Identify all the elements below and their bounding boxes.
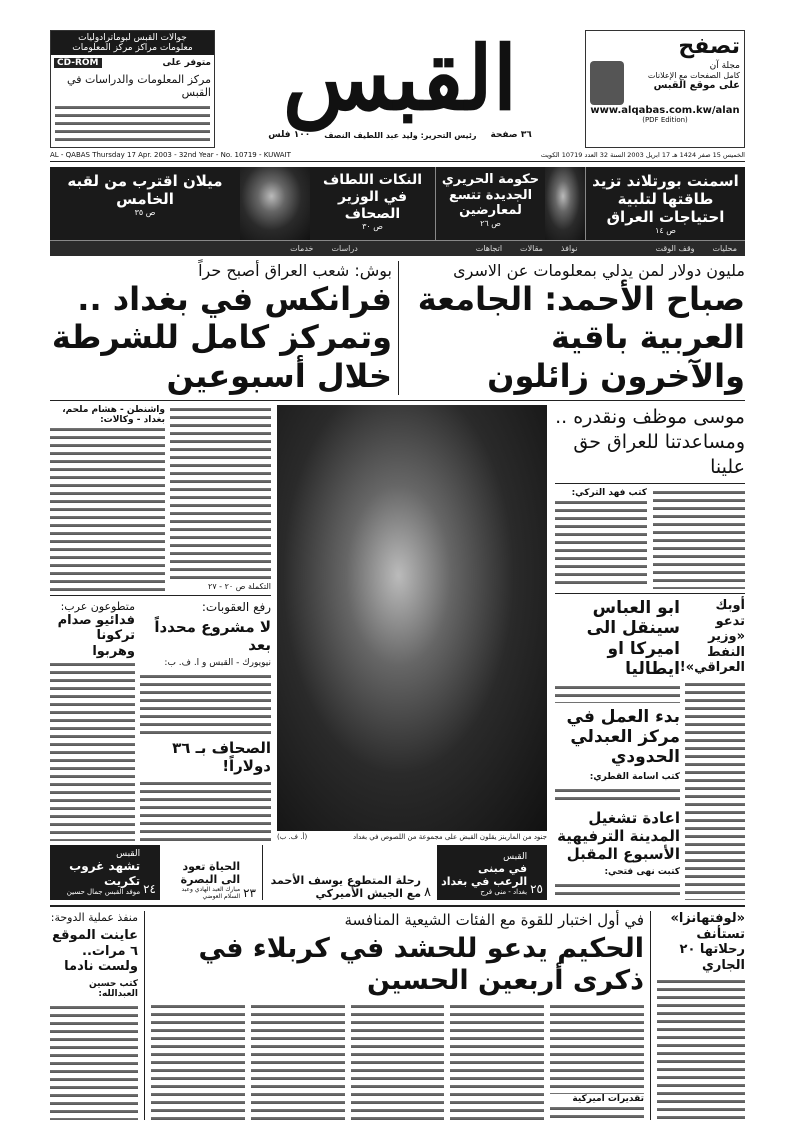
article-body-text — [555, 683, 680, 702]
masthead-right-box — [585, 30, 745, 148]
article-body-text — [151, 1002, 245, 1120]
doha-kicker: منفذ عملية الدوحة: — [50, 911, 138, 924]
promo-line: معلومات مراكز مركز المعلومات — [72, 43, 193, 53]
box-credit: بغداد - منى فرح — [480, 888, 528, 896]
sahaf-headline[interactable]: الصحاف بـ ٣٦ دولاراً! — [172, 738, 271, 775]
teaser-page: ص ٢٦ — [480, 218, 501, 228]
byline: نيويورك - القبس و ا. ف. ب: — [164, 657, 271, 668]
article-body-text — [555, 498, 647, 589]
doha-headline[interactable]: عاينت الموقع ٦ مرات.. ولست نادما — [52, 928, 138, 975]
teaser-title: النكات اللطاف في الوزير الصحاف — [322, 172, 423, 222]
article-body-text — [685, 680, 745, 900]
abbas-headline[interactable]: ابو العباس سينقل الى اميركا او ايطاليا — [586, 597, 680, 680]
article-body-text — [170, 405, 271, 582]
article-body-text — [140, 779, 271, 842]
section-link[interactable]: دراسات — [331, 244, 358, 253]
editor-line: رئيس التحرير: وليد عبد اللطيف النصف — [324, 130, 477, 140]
byline: كتبت نهى فتحي: — [604, 866, 680, 877]
byline: واشنطن - هشام ملحم، بغداد - وكالات: — [62, 405, 165, 426]
box-credit: مبارك العبد الهادي وعبد السلام العوضي — [181, 886, 241, 900]
bottom-headline[interactable]: الحكيم يدعو للحشد في كربلاء في ذكرى أربعين الحسين — [198, 933, 644, 997]
teaser-photo — [240, 167, 310, 240]
brand-label: القبس — [116, 849, 141, 860]
teaser[interactable] — [310, 167, 435, 240]
sanctions-kicker: رفع العقوبات: — [201, 599, 271, 614]
feature-box[interactable] — [50, 845, 160, 900]
box-title: رحلة المتطوع يوسف الأحمد مع الجيش الأميركي — [270, 873, 422, 900]
musa-headline[interactable]: موسى موظف ونقدره .. ومساعدتنا للعراق حق علينا — [555, 406, 745, 478]
brand-label: القبس — [503, 851, 528, 862]
continued-note: التكملة ص ٢٠ - ٢٧ — [208, 581, 271, 591]
box-page: ٢٤ — [143, 882, 156, 896]
cdrom-row — [51, 55, 214, 71]
site-url[interactable]: www.alqabas.com.kw/alan — [590, 105, 740, 116]
price: ١٠٠ فلس — [268, 130, 311, 140]
photo-credit: (أ. ف. ب) — [277, 833, 308, 842]
teaser-page: ص ٣٥ — [134, 208, 156, 217]
feature-box[interactable] — [437, 845, 547, 900]
main-photo — [277, 405, 547, 831]
feature-box[interactable] — [166, 845, 256, 900]
site-label: على موقع القبس — [653, 80, 740, 91]
article-body-text — [555, 786, 680, 805]
lufthansa-headline[interactable]: «لوفتهانزا» تستأنف رحلاتها ٢٠ الجاري — [670, 911, 745, 973]
section-link[interactable]: اتجاهات — [475, 244, 503, 253]
teaser[interactable] — [435, 167, 545, 240]
teaser-title: اسمنت بورتلاند تزيد طاقتها لتلبية احتياجات العراق — [592, 172, 739, 226]
article-body-text — [450, 1002, 544, 1120]
box-page: ٢٣ — [243, 886, 256, 900]
teaser[interactable] — [585, 167, 745, 240]
analysis-label: تقديرات اميركية — [572, 1094, 644, 1104]
article-body-text — [550, 1002, 644, 1094]
box-title: تشهد غروب تكريت — [69, 859, 141, 888]
main-right-kicker: مليون دولار لمن يدلي بمعلومات عن الاسرى — [453, 261, 745, 280]
left-box-promo — [51, 31, 214, 55]
browse-title: تصفح — [678, 34, 740, 59]
article-body-text — [50, 1003, 138, 1120]
reopen-headline[interactable]: اعادة تشغيل المدينة الترفيهية الأسبوع المقبل — [557, 808, 680, 863]
byline: كتب اسامة القطري: — [589, 771, 680, 782]
article-body-text — [50, 660, 135, 842]
masthead — [50, 26, 745, 162]
box-credit: موفد القبس جمال حسين — [66, 888, 141, 896]
byline: كتب حسين العبدالله: — [89, 978, 138, 999]
teaser[interactable] — [50, 167, 240, 240]
teaser-title: ميلان اقترب من لقبه الخامس — [67, 172, 223, 208]
cdrom-label: CD-ROM — [54, 58, 102, 68]
newspaper-logo: القبس — [282, 26, 518, 130]
opec-headline[interactable]: أوبك تدعو «وزير النفط العراقي»! — [679, 597, 745, 676]
article-body-text — [653, 488, 745, 589]
teaser-page: ص ٣٠ — [362, 222, 383, 232]
article-body-text — [550, 1104, 644, 1120]
info-center-label: مركز المعلومات والدراسات في القبس — [67, 73, 211, 99]
photo-caption: جنود من المارينز يقلون القبض على مجموعة من اللصوص في بغداد — [353, 833, 547, 842]
box-page: ٢٥ — [530, 882, 543, 896]
box-title: الحياة تعود الى البصرة — [180, 859, 241, 886]
section-link[interactable]: محليات — [712, 244, 737, 253]
page-count: ٣٦ صفحة — [490, 130, 532, 140]
teaser-photo — [545, 167, 585, 240]
feature-box[interactable] — [269, 845, 431, 900]
magazine-name: مجلة آن — [709, 61, 740, 71]
contact-text — [55, 103, 210, 143]
article-body-text — [351, 1002, 445, 1120]
article-body-text — [50, 425, 165, 591]
main-left-headline[interactable]: فرانكس في بغداد .. وتمركز كامل للشرطة خلال أسبوعين — [51, 280, 392, 395]
phone-image — [590, 61, 624, 105]
byline: كتب فهد التركي: — [571, 488, 647, 499]
volunteers-headline[interactable]: فدائيو صدام تركونا وهربوا — [57, 612, 135, 660]
section-link[interactable]: نوافذ — [560, 244, 578, 253]
volunteers-kicker: متطوعون عرب: — [60, 599, 135, 613]
pdf-note: (PDF Edition) — [642, 116, 688, 124]
teaser-title: حكومة الحريري الجديدة تتسع لمعارضين — [441, 172, 540, 219]
abdali-headline[interactable]: بدء العمل في مركز العبدلي الحدودي — [566, 706, 680, 768]
article-body-text — [657, 977, 745, 1120]
article-body-text — [251, 1002, 345, 1120]
masthead-left-box — [50, 30, 215, 148]
available-label: متوفر على — [162, 58, 211, 68]
section-link[interactable]: وقف الوقت — [655, 244, 695, 253]
article-body-text — [140, 672, 271, 735]
promo-line: جوالات القبس لبوماترادوليات — [78, 33, 187, 43]
box-page: ٨ — [424, 885, 431, 900]
middle-section — [50, 400, 745, 900]
box-title: في مبنى الرعب في بغداد — [441, 861, 528, 888]
section-link[interactable]: مقالات — [520, 244, 543, 253]
section-index — [50, 240, 745, 256]
magazine-desc: كامل الصفحات مع الإعلانات — [647, 71, 740, 80]
bottom-kicker: في أول اختبار للقوة مع الفئات الشيعية المنافسة — [344, 911, 644, 929]
arabic-dateline: الخميس 15 صفر 1424 هـ 17 ابريل 2003 السنة 32 العدد 10719 الكويت — [540, 151, 745, 159]
sanctions-headline[interactable]: لا مشروع محدداً بعد — [154, 617, 271, 654]
bottom-section — [50, 905, 745, 1120]
main-right-headline[interactable]: صباح الأحمد: الجامعة العربية باقية والآخرون زائلون — [417, 280, 745, 395]
teaser-strip — [50, 167, 745, 256]
main-headlines — [50, 261, 745, 395]
article-body-text — [555, 881, 680, 900]
teaser-page: ص ١٤ — [655, 226, 676, 235]
english-dateline: AL - QABAS Thursday 17 Apr. 2003 - 32nd Year - No. 10719 - KUWAIT — [50, 151, 291, 159]
logo-column — [225, 26, 575, 148]
main-left-kicker: بوش: شعب العراق أصبح حراً — [198, 261, 392, 280]
section-link[interactable]: خدمات — [290, 244, 314, 253]
